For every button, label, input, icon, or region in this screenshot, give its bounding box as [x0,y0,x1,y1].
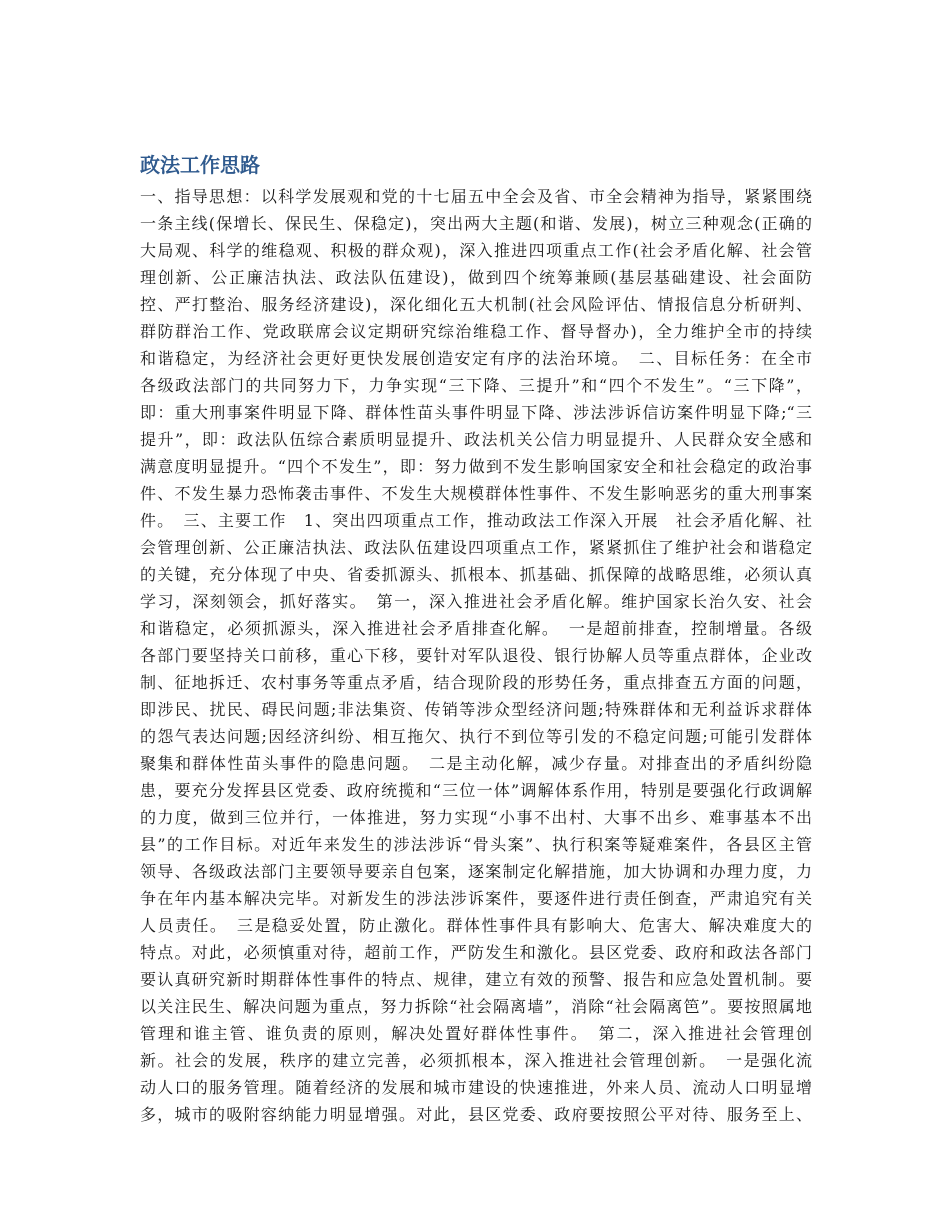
body-line: 领导、各级政法部门主要领导要亲自包案，逐案制定化解措施，加大协调和办理力度，力 [140,862,812,881]
body-line: 件。 三、主要工作 1、突出四项重点工作，推动政法工作深入开展 社会矛盾化解、社 [140,511,812,530]
body-line: 和谐稳定，必须抓源头，深入推进社会矛盾排查化解。 一是超前排查，控制增量。各级 [140,619,812,638]
body-line: 动人口的服务管理。随着经济的发展和城市建设的快速推进，外来人员、流动人口明显增 [140,1078,812,1097]
body-line: 新。社会的发展，秩序的建立完善，必须抓根本，深入推进社会管理创新。 一是强化流 [140,1051,812,1070]
body-line: 大局观、科学的维稳观、积极的群众观)，深入推进四项重点工作(社会矛盾化解、社会管 [140,241,812,260]
body-line: 即涉民、扰民、碍民问题;非法集资、传销等涉众型经济问题;特殊群体和无利益诉求群体 [140,700,812,719]
body-line: 提升”，即：政法队伍综合素质明显提升、政法机关公信力明显提升、人民群众安全感和 [140,430,812,449]
body-line: 的力度，做到三位并行，一体推进，努力实现“小事不出村、大事不出乡、难事基本不出 [140,808,812,827]
body-line: 会管理创新、公正廉洁执法、政法队伍建设四项重点工作，紧紧抓住了维护社会和谐稳定 [140,538,812,557]
body-line: 一条主线(保增长、保民生、保稳定)，突出两大主题(和谐、发展)，树立三种观念(正确的 [140,214,812,233]
body-line: 和谐稳定，为经济社会更好更快发展创造安定有序的法治环境。 二、目标任务：在全市 [140,349,812,368]
body-line: 的怨气表达问题;因经济纠纷、相互拖欠、执行不到位等引发的不稳定问题;可能引发群体 [140,727,812,746]
body-line: 满意度明显提升。“四个不发生”，即：努力做到不发生影响国家安全和社会稳定的政治事 [140,457,812,476]
body-line: 多，城市的吸附容纳能力明显增强。对此，县区党委、政府要按照公平对待、服务至上、 [140,1105,812,1124]
body-line: 县”的工作目标。对近年来发生的涉法涉诉“骨头案”、执行积案等疑难案件，各县区主管 [140,835,812,854]
body-line: 的关键，充分体现了中央、省委抓源头、抓根本、抓基础、抓保障的战略思维，必须认真 [140,565,812,584]
body-line: 群防群治工作、党政联席会议定期研究综治维稳工作、督导督办)，全力维护全市的持续 [140,322,812,341]
body-line: 各部门要坚持关口前移，重心下移，要针对军队退役、银行协解人员等重点群体，企业改 [140,646,812,665]
body-line: 聚集和群体性苗头事件的隐患问题。 二是主动化解，减少存量。对排查出的矛盾纠纷隐 [140,754,812,773]
body-line: 一、指导思想：以科学发展观和党的十七届五中全会及省、市全会精神为指导，紧紧围绕 [140,187,812,206]
document-body [140,183,812,1128]
body-line: 特点。对此，必须慎重对待，超前工作，严防发生和激化。县区党委、政府和政法各部门 [140,943,812,962]
body-line: 管理和谁主管、谁负责的原则，解决处置好群体性事件。 第二，深入推进社会管理创 [140,1024,812,1043]
body-line: 以关注民生、解决问题为重点，努力拆除“社会隔离墙”，消除“社会隔离笆”。要按照属地 [140,997,812,1016]
body-line: 各级政法部门的共同努力下，力争实现“三下降、三提升”和“四个不发生”。“三下降”， [140,376,812,395]
body-line: 争在年内基本解决完毕。对新发生的涉法涉诉案件，要逐件进行责任倒查，严肃追究有关 [140,889,812,908]
body-line: 理创新、公正廉洁执法、政法队伍建设)，做到四个统筹兼顾(基层基础建设、社会面防 [140,268,812,287]
body-line: 学习，深刻领会，抓好落实。 第一，深入推进社会矛盾化解。维护国家长治久安、社会 [140,592,812,611]
body-line: 控、严打整治、服务经济建设)，深化细化五大机制(社会风险评估、情报信息分析研判、 [140,295,812,314]
body-line: 制、征地拆迁、农村事务等重点矛盾，结合现阶段的形势任务，重点排查五方面的问题， [140,673,812,692]
document-title: 政法工作思路 [140,153,260,177]
body-line: 人员责任。 三是稳妥处置，防止激化。群体性事件具有影响大、危害大、解决难度大的 [140,916,812,935]
body-line: 要认真研究新时期群体性事件的特点、规律，建立有效的预警、报告和应急处置机制。要 [140,970,812,989]
body-line: 患，要充分发挥县区党委、政府统揽和“三位一体”调解体系作用，特别是要强化行政调解 [140,781,812,800]
body-line: 即：重大刑事案件明显下降、群体性苗头事件明显下降、涉法涉诉信访案件明显下降;“三 [140,403,812,422]
body-line: 件、不发生暴力恐怖袭击事件、不发生大规模群体性事件、不发生影响恶劣的重大刑事案 [140,484,812,503]
